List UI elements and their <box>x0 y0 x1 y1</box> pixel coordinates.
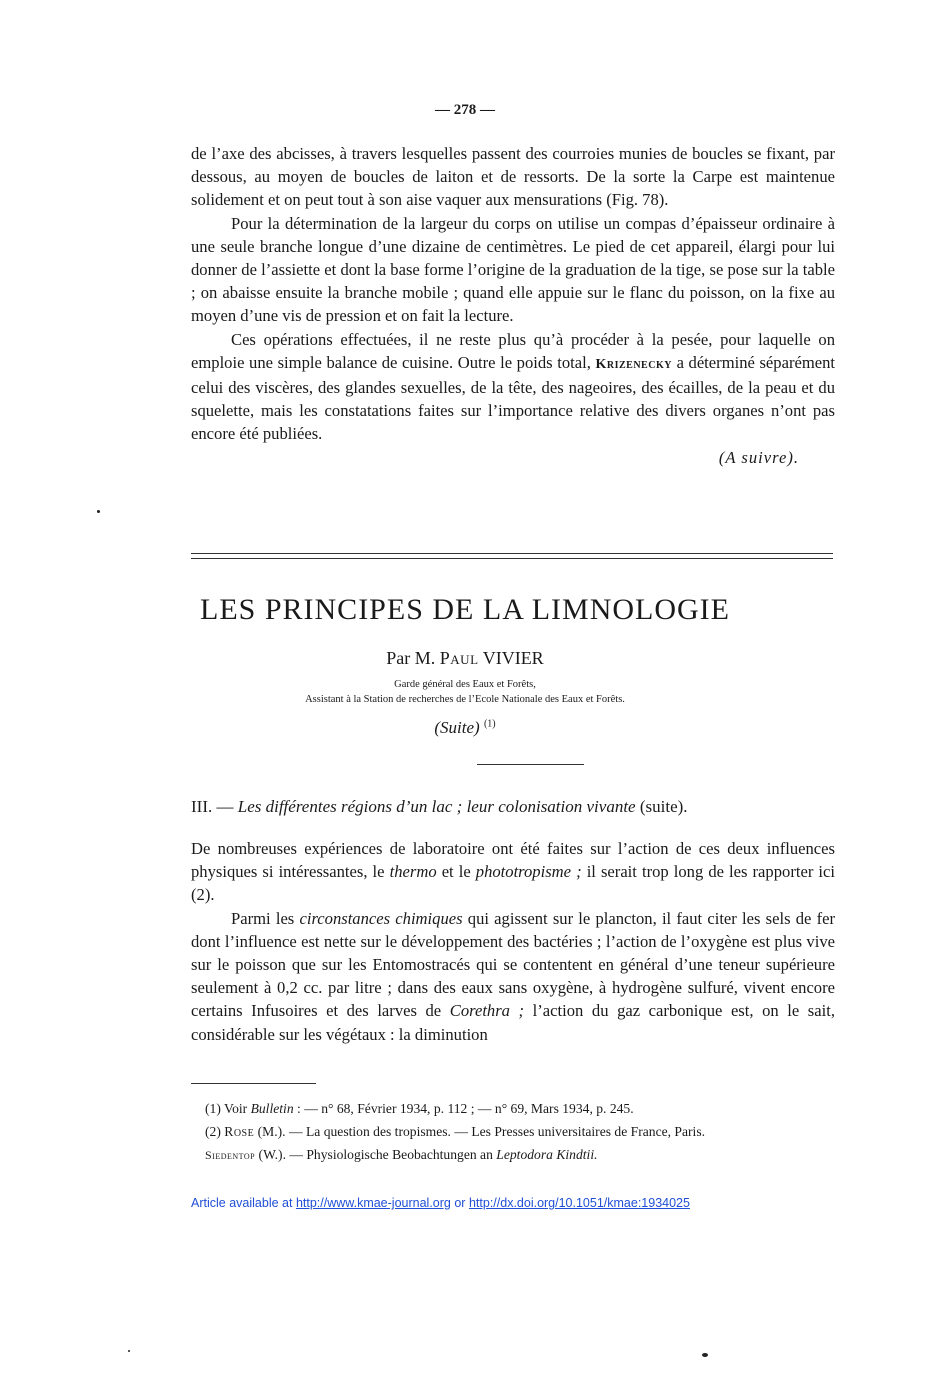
scan-speck <box>128 1350 130 1352</box>
affiliation-line-1: Garde général des Eaux et Forêts, <box>394 679 536 690</box>
section-suffix: (suite). <box>639 797 688 816</box>
footnote-rule <box>191 1083 316 1084</box>
footnote-text: (2) <box>205 1124 221 1139</box>
paragraph-text: et le <box>441 862 471 882</box>
paragraph: de l’axe des abcisses, à travers lesquelles passent des courroies munies de boucles se fixant, par dessous, au moyen de boucles de laiton et de ressorts. De la sorte la Carpe est maintenue solidement et on peut tout à son aise vaquer aux mensurations (Fig. 78). <box>191 144 835 210</box>
availability-separator: or <box>454 1196 466 1210</box>
journal-link[interactable]: http://www.kmae-journal.org <box>295 1196 451 1210</box>
continued-text-block <box>191 142 835 469</box>
paragraph-text: Parmi les <box>231 908 295 928</box>
doi-link[interactable]: http://dx.doi.org/10.1051/kmae:1934025 <box>468 1196 690 1210</box>
footnote-3 <box>191 1145 835 1165</box>
section-number: III. — <box>191 797 234 816</box>
author-name: Krizenecky <box>595 356 672 372</box>
suite-label <box>0 718 930 738</box>
emphasis: circonstances chimiques <box>299 908 463 928</box>
section-title: Les différentes régions d’un lac ; leur colonisation vivante <box>237 797 636 816</box>
title-rule <box>477 764 584 765</box>
scan-speck <box>97 510 100 513</box>
author-first-name: Paul <box>439 648 479 668</box>
footnote-1 <box>191 1099 835 1118</box>
section-divider <box>191 553 833 559</box>
emphasis: Corethra ; <box>449 1001 525 1021</box>
paragraph-text: a déterminé séparément celui des viscères, des glandes sexuelles, de la tête, des nageoires, des écailles, de la peau et du squelette, mais les constatations faites sur l’importance relative des divers organes n’ont pas encore été publiées. <box>191 352 836 444</box>
paragraph-text: De nombreuses expériences de laboratoire ont été faites sur l’action de ces deux influences physiques si intéressantes, le <box>191 839 835 882</box>
footnote-2 <box>191 1122 835 1141</box>
author-name: Rose <box>224 1124 255 1139</box>
footnote-text: : — n° 68, Février 1934, p. 112 ; — n° 69, Mars 1934, p. 245. <box>297 1101 634 1116</box>
paragraph-text: Pour la détermination de la largeur du corps on utilise un compas d’épaisseur ordinaire à une seule branche longue d’une dizaine de centimètres. Le pied de cet appareil, élargi pour lui donner de l’assiette et dont la base forme l’origine de la graduation de la tige, se pose sur la table ; on abaisse ensuite la branche mobile ; quand elle appuie sur le flanc du poisson, on la fixe au moyen d’une vis de pression et on fait la lecture. <box>191 213 835 326</box>
paragraph <box>191 837 835 907</box>
availability-line <box>191 1196 690 1210</box>
emphasis: Bulletin <box>250 1101 294 1116</box>
paragraph-text: il serait trop long de les rapporter ici (2). <box>191 862 835 905</box>
footnotes <box>191 1099 835 1169</box>
paragraph <box>191 328 835 446</box>
affiliation-line-2: Assistant à la Station de recherches de l’Ecole Nationale des Eaux et Forêts. <box>305 694 625 705</box>
paragraph <box>191 212 835 328</box>
emphasis: Leptodora Kindtii. <box>496 1147 598 1162</box>
emphasis: phototropisme ; <box>475 862 582 882</box>
article-text-block <box>191 837 835 1046</box>
article-title: LES PRINCIPES DE LA LIMNOLOGIE <box>200 593 730 626</box>
paragraph-text: Ces opérations effectuées, il ne reste plus qu’à procéder à la pesée, pour laquelle on emploie une simple balance de cuisine. Outre le poids total, <box>191 329 835 372</box>
emphasis: thermo <box>389 862 437 882</box>
footnote-text: (1) Voir <box>205 1101 248 1116</box>
suite-text: (Suite) <box>434 718 480 737</box>
byline <box>0 648 930 669</box>
footnote-text: (M.). — La question des tropismes. — Les Presses universitaires de France, Paris. <box>257 1124 706 1139</box>
author-last-name: VIVIER <box>482 648 544 668</box>
scan-speck <box>702 1353 708 1357</box>
section-heading <box>191 797 835 817</box>
byline-prefix: Par M. <box>386 648 436 668</box>
footnote-text: (W.). — Physiologische Beobachtungen an <box>258 1147 493 1162</box>
page-number: — 278 — <box>435 102 495 118</box>
footnote-marker: (1) <box>483 718 496 730</box>
author-name: Siedentop <box>205 1148 256 1162</box>
paragraph-text: l’action du gaz carbonique est, on le sait, considérable sur les végétaux : la diminution <box>191 1001 835 1044</box>
to-be-continued: (A suivre). <box>718 447 799 467</box>
availability-prefix: Article available at <box>191 1196 293 1210</box>
paragraph <box>191 907 835 1046</box>
paragraph-text: qui agissent sur le plancton, il faut citer les sels de fer dont l’influence est nette sur le développement des bactéries ; l’action de l’oxygène est plus vive sur le poisson que sur les Entomostracés qui se contentent en général d’une teneur supérieure seulement à 0,2 cc. par litre ; dans des eaux sans oxygène, à hydrogène sulfuré, vivent encore certains Infusoires et des larves de <box>191 908 835 1021</box>
